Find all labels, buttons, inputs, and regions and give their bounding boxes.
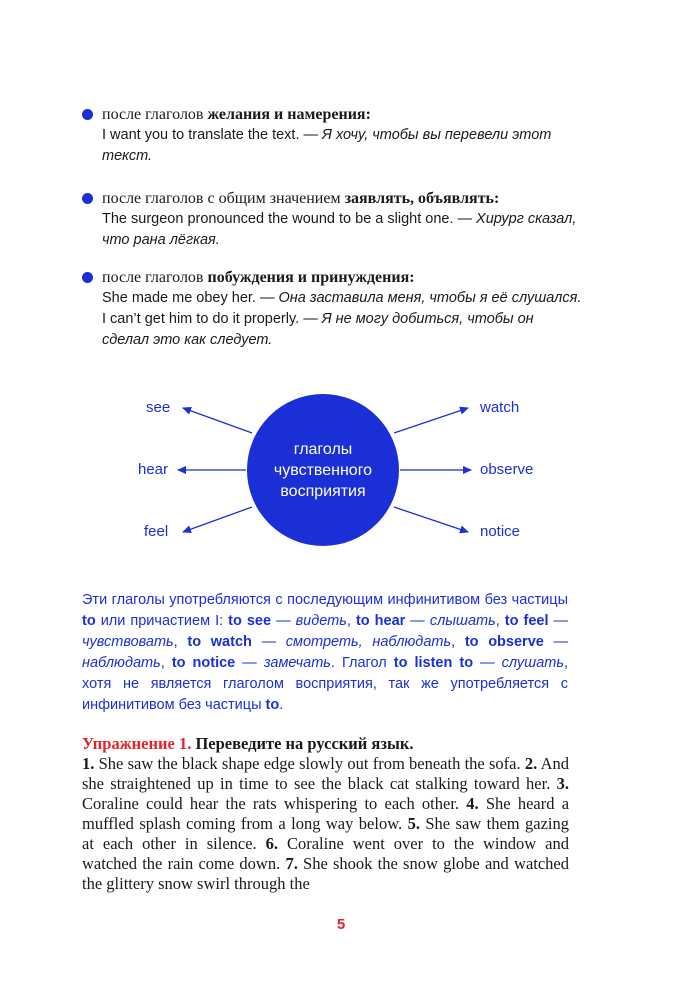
exercise-item-number: 7. [285,854,298,873]
note-text: — [251,634,286,650]
note-term: to see [228,613,272,629]
page-number: 5 [336,916,346,933]
example-sentence [82,288,582,309]
note-translation: слушать [501,655,564,671]
usage-note [82,590,568,716]
note-term: to watch [187,634,252,650]
example-en: The surgeon pronounced the wound to be a slight one. — [102,211,477,227]
center-label-line1: глаголы [293,440,353,458]
exercise-title: Упражнение 1. [82,734,192,753]
rule-block [82,104,582,167]
center-circle [247,394,399,546]
note-term: to [265,697,280,713]
exercise-item-text: And she straightened up in time to see the black cat stalking toward her. [82,754,569,793]
note-text: , [451,634,465,650]
note-text: , [346,613,356,629]
rule-heading-bold: желания и намерения: [207,106,371,123]
example-en: I want you to translate the text. — [102,127,323,143]
example-ru: Я хочу, чтобы вы перевели этот текст. [102,127,552,164]
rule-heading [82,188,582,209]
note-term: to notice [171,655,236,671]
rule-heading [82,104,582,125]
note-translation: видеть [295,613,347,629]
verb-hear: hear [138,461,169,478]
note-translation: чувствовать [82,634,174,650]
example-en: She made me obey her. — [102,290,279,306]
exercise-item-number: 4. [466,794,479,813]
note-text: . Глагол [330,655,394,671]
note-text: — [271,613,296,629]
center-label-line3: восприятия [280,482,366,500]
perception-verbs-diagram [0,380,682,560]
note-text: , [495,613,505,629]
rule-heading-text: после глаголов с общим значением [102,190,345,207]
note-text: Эти глаголы употребляются с последующим инфинитивом без частицы [82,592,568,608]
verb-observe: observe [480,461,534,478]
note-text: , [173,634,188,650]
note-translation: слышать [429,613,496,629]
note-term: to hear [355,613,406,629]
example-ru: Она заставила меня, чтобы я её слушался. [278,290,582,306]
exercise-1 [82,734,569,894]
arrow-notice [394,507,468,532]
bullet-icon [82,272,93,283]
verb-watch: watch [480,399,520,416]
note-term: to feel [504,613,549,629]
rule-heading-bold: побуждения и принуждения: [207,269,415,286]
verb-notice: notice [480,523,521,540]
exercise-item-text: Coraline could hear the rats whispering to each other. [82,794,460,813]
note-text: — [543,634,569,650]
note-text: или причастием I: [95,613,229,629]
note-text: , хотя не является глаголом восприятия, так же употребляется с инфинитивом без частицы [82,655,569,713]
exercise-item-number: 1. [82,754,95,773]
verb-see: see [146,399,171,416]
note-term: to listen to [393,655,474,671]
note-term: to [82,613,96,629]
exercise-item-text: She saw the black shape edge slowly out from beneath the sofa. [94,754,521,773]
verb-feel: feel [144,523,169,540]
bullet-icon [82,193,93,204]
note-translation: замечать [263,655,331,671]
note-text: . [279,697,284,713]
note-text: — [405,613,430,629]
example-en: I can’t get him to do it properly. — [102,311,322,327]
exercise-instruction: Переведите на русский язык. [195,734,414,753]
exercise-item-text: Coraline went over to the window and watched the rain come down. [82,834,569,873]
note-translation: смотреть, наблюдать [285,634,452,650]
exercise-item-text: She shook the snow globe and watched the glittery snow swirl through the [82,854,569,893]
exercise-item-number: 2. [524,754,538,773]
note-translation: наблюдать [82,655,161,671]
arrow-see [183,408,252,433]
exercise-items [82,754,569,893]
rule-heading [82,267,582,288]
example-ru: Я не могу добиться, чтобы он сделал это как следует. [102,311,534,348]
example-ru: Хирург сказал, что рана лёгкая. [102,211,577,248]
exercise-item [82,754,521,773]
rule-heading-text: после глаголов [102,106,208,123]
note-text: — [473,655,502,671]
center-label-line2: чувственного [273,461,373,479]
note-text: — [548,613,569,629]
example-sentence [82,125,582,167]
exercise-item-number: 5. [407,814,420,833]
note-text: — [235,655,264,671]
exercise-item-text: She saw them gazing at each other in silence. [82,814,570,853]
note-term: to observe [464,634,544,650]
example-sentence [82,309,582,351]
rule-block [82,267,582,351]
rule-heading-text: после глаголов [102,269,208,286]
rule-heading-bold: заявлять, объявлять: [344,190,500,207]
exercise-item-number: 3. [556,774,570,793]
rule-block [82,188,582,251]
note-text: , [160,655,172,671]
example-sentence [82,209,582,251]
arrow-watch [394,408,468,433]
bullet-icon [82,109,93,120]
arrow-feel [183,507,252,532]
exercise-item-number: 6. [265,834,279,853]
exercise-item-text: She heard a muffled splash coming from a long way below. [82,794,570,833]
